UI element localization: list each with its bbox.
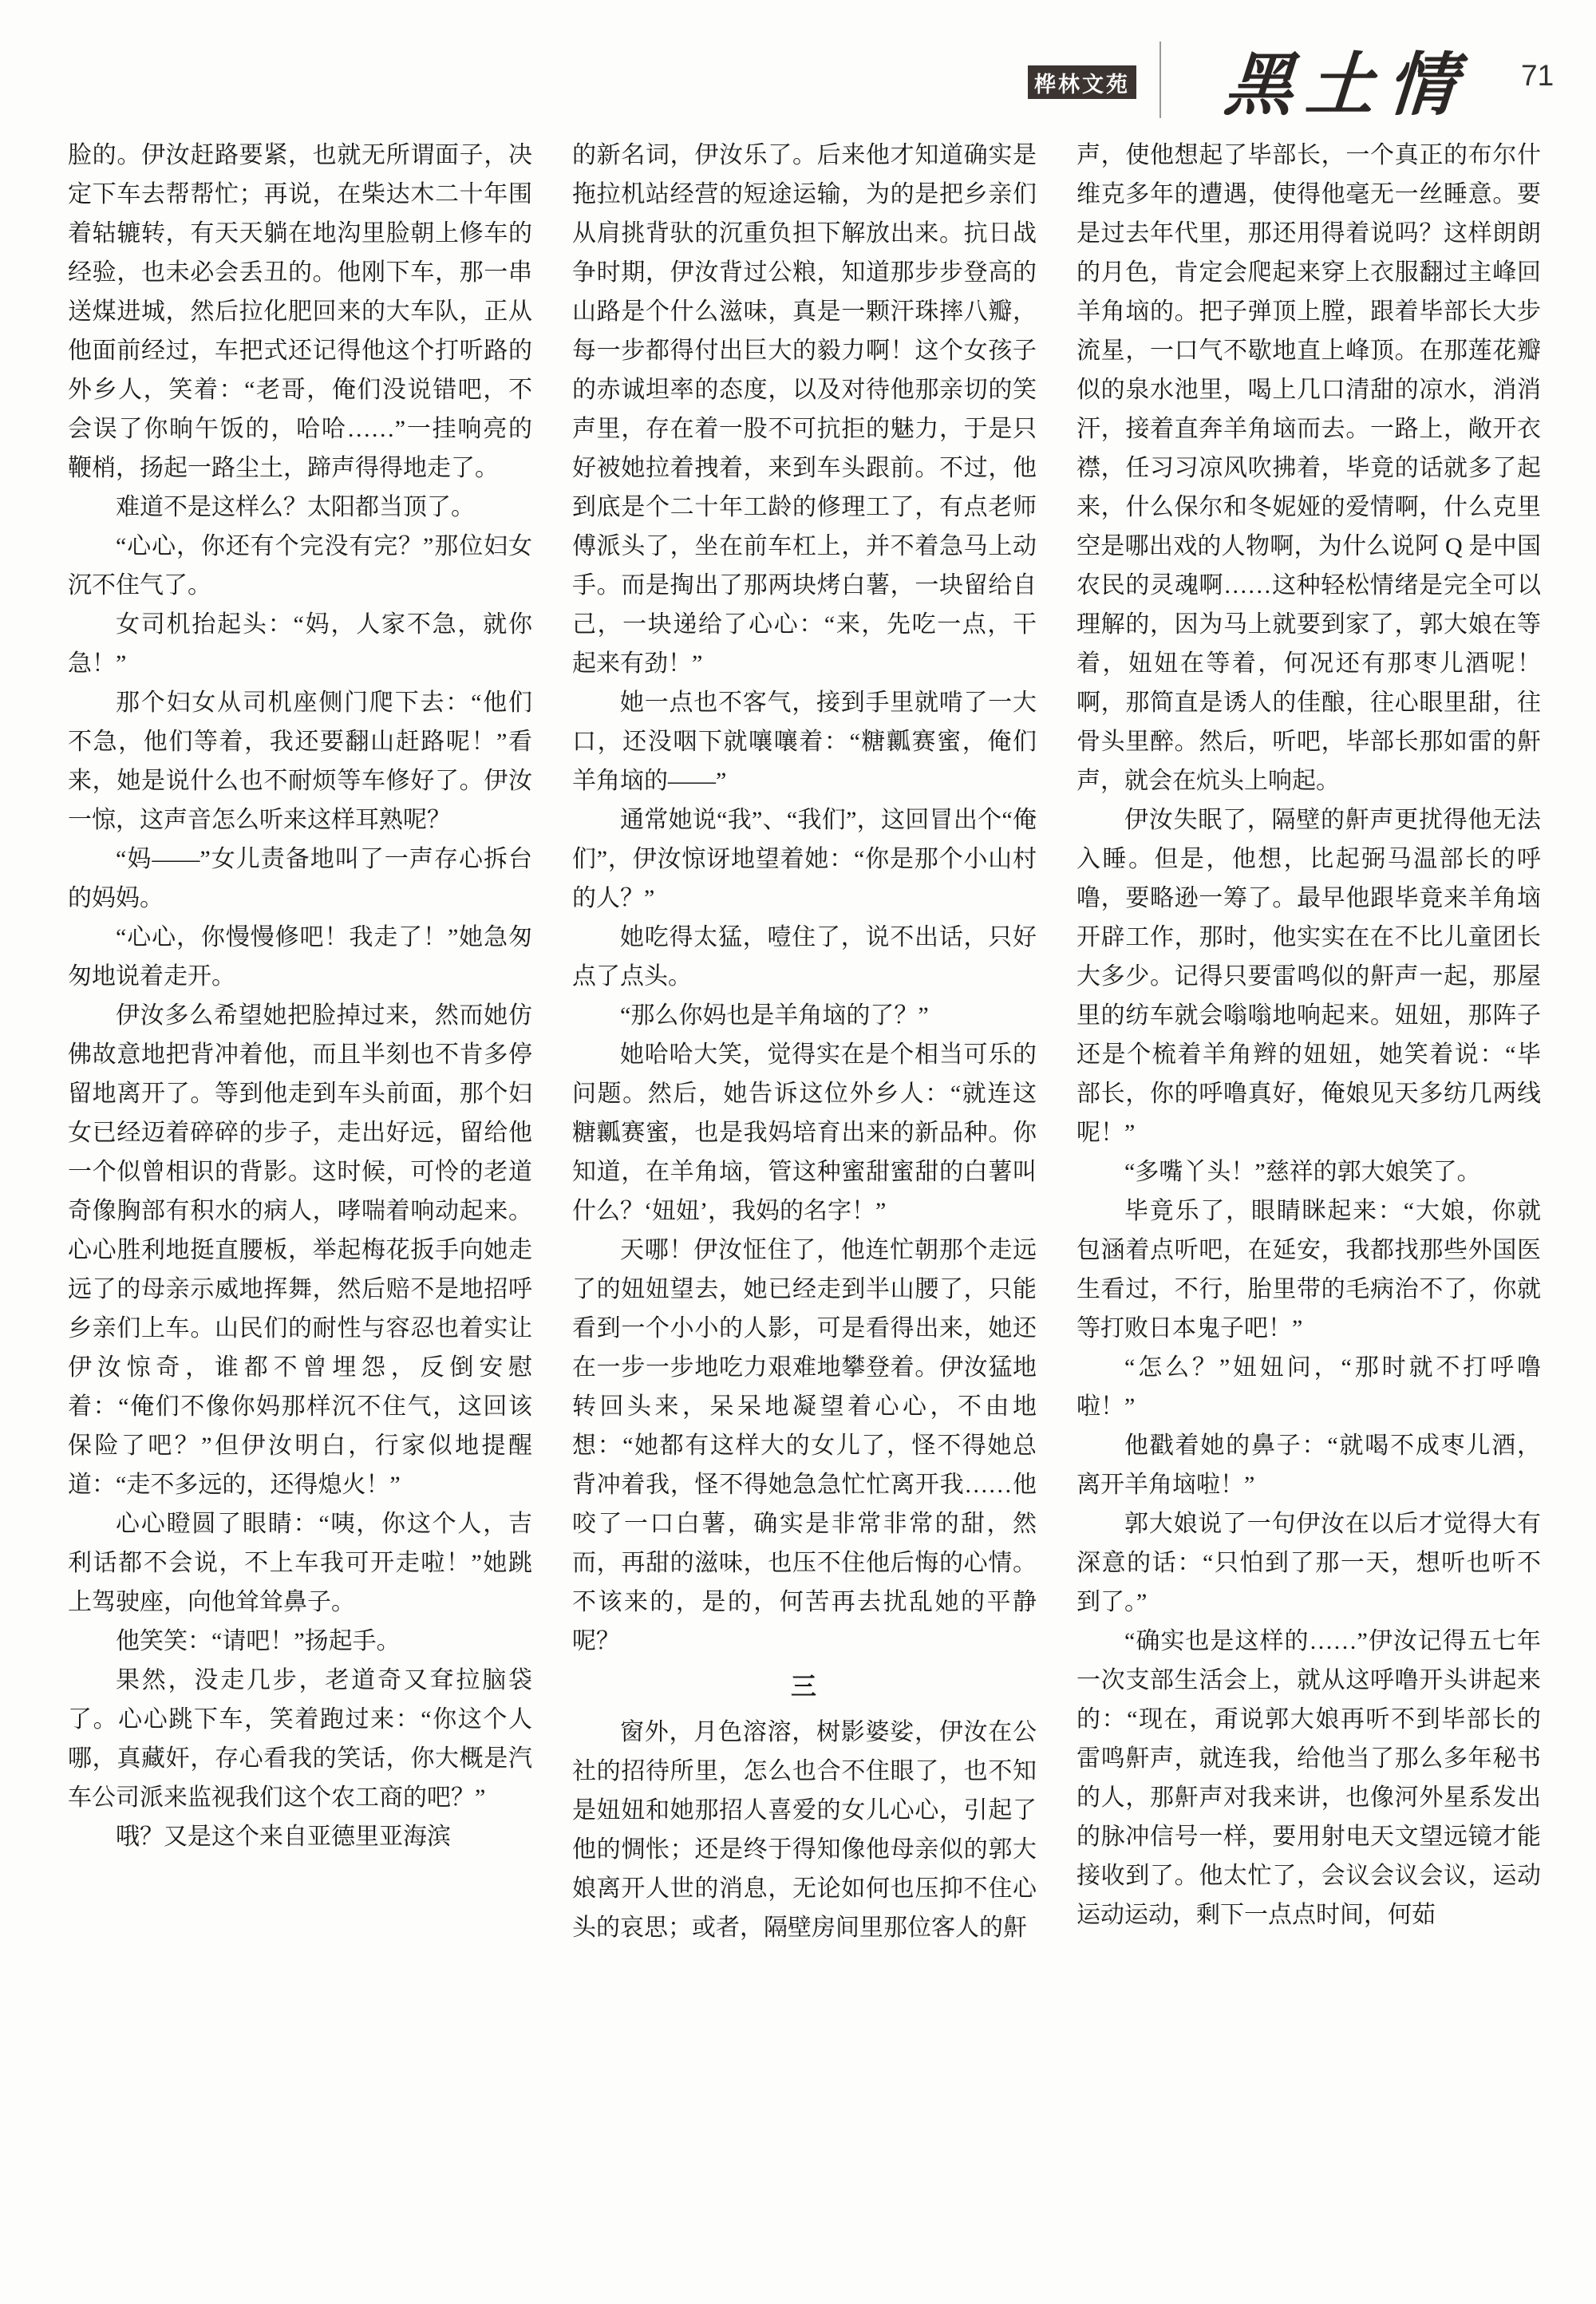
section-badge-label: 桦林文苑: [1034, 72, 1130, 97]
page-number: 71: [1521, 59, 1555, 92]
paragraph: 她哈哈大笑，觉得实在是个相当可乐的问题。然后，她告诉这位外乡人：“就连这糖瓤赛蜜，也是我妈培育出来的新品种。你知道，在羊角垴，管这种蜜甜蜜甜的白薯叫什么？‘妞妞’，我妈的名字！”: [572, 1041, 1037, 1224]
paragraph: 难道不是这样么？太阳都当顶了。: [116, 494, 475, 520]
paragraph: “妈——”女儿责备地叫了一声存心拆台的妈妈。: [68, 846, 532, 911]
paragraph: “心心，你还有个完没有完？”那位妇女沉不住气了。: [68, 533, 532, 599]
paragraph: “多嘴丫头！”慈祥的郭大娘笑了。: [1124, 1159, 1481, 1185]
text-column-3: [1077, 136, 1541, 1934]
paragraph: 天哪！伊汝怔住了，他连忙朝那个走远了的妞妞望去，她已经走到半山腰了，只能看到一个小小的人影，可是看得出来，她还在一步一步地吃力艰难地攀登着。伊汝猛地转回头来，呆呆地凝望着心心，不由地想：“她都有这样大的女儿了，怪不得她总背冲着我，怪不得她急急忙忙离开我……他咬了一口白薯，确实是非常非常的甜，然而，再甜的滋味，也压不住他后悔的心情。不该来的，是的，何苦再去扰乱她的平静呢？: [572, 1237, 1037, 1654]
text-column-2: [572, 136, 1037, 1947]
section-heading: 三: [790, 1672, 818, 1701]
paragraph: “心心，你慢慢修吧！我走了！”她急匆匆地说着走开。: [68, 924, 532, 990]
paragraph: 伊汝失眠了，隔壁的鼾声更扰得他无法入睡。但是，他想，比起弼马温部长的呼噜，要略逊一筹了。最早他跟毕竟来羊角垴开辟工作，那时，他实实在在不比儿童团长大多少。记得只要雷鸣似的鼾声一起，那屋里的纺车就会嗡嗡地响起来。妞妞，那阵子还是个梳着羊角辫的妞妞，她笑着说：“毕部长，你的呼噜真好，俺娘见天多纺几两线呢！”: [1077, 807, 1541, 1146]
paragraph: 女司机抬起头：“妈，人家不急，就你急！”: [68, 611, 532, 677]
text-column-1: [68, 136, 532, 1856]
paragraph: 窗外，月色溶溶，树影婆娑，伊汝在公社的招待所里，怎么也合不住眼了，也不知是妞妞和她那招人喜爱的女儿心心，引起了他的惆怅；还是终于得知像他母亲似的郭大娘离开人世的消息，无论如何也压抑不住心头的哀思；或者，隔壁房间里那位客人的鼾: [572, 1719, 1037, 1941]
header-divider: [1159, 41, 1161, 118]
paragraph: 他戳着她的鼻子：“就喝不成枣儿酒，离开羊角垴啦！”: [1077, 1433, 1541, 1498]
section-badge: [1028, 65, 1136, 99]
paragraph: 通常她说“我”、“我们”，这回冒出个“俺们”，伊汝惊讶地望着她：“你是那个小山村的人？”: [572, 807, 1037, 911]
paragraph: 声，使他想起了毕部长，一个真正的布尔什维克多年的遭遇，使得他毫无一丝睡意。要是过去年代里，那还用得着说吗？这样朗朗的月色，肯定会爬起来穿上衣服翻过主峰回羊角垴的。把子弹顶上膛，跟着毕部长大步流星，一口气不歇地直上峰顶。在那莲花瓣似的泉水池里，喝上几口清甜的凉水，消消汗，接着直奔羊角垴而去。一路上，敞开衣襟，任习习凉风吹拂着，毕竟的话就多了起来，什么保尔和冬妮娅的爱情啊，什么克里空是哪出戏的人物啊，为什么说阿 Q 是中国农民的灵魂啊……这种轻松情绪是完全可以理解的，因为马上就要到家了，郭大娘在等着，妞妞在等着，何况还有那枣儿酒呢！啊，那简直是诱人的佳酿，往心眼里甜，往骨头里醉。然后，听吧，毕部长那如雷的鼾声，就会在炕头上响起。: [1077, 142, 1541, 794]
paragraph: 她吃得太猛，噎住了，说不出话，只好点了点头。: [572, 924, 1037, 990]
paragraph: 果然，没走几步，老道奇又耷拉脑袋了。心心跳下车，笑着跑过来：“你这个人哪，真藏奸，存心看我的笑话，你大概是汽车公司派来监视我们这个农工商的吧？”: [68, 1667, 532, 1811]
paragraph: “怎么？”妞妞问，“那时就不打呼噜啦！”: [1077, 1354, 1541, 1420]
paragraph: 哦？又是这个来自亚德里亚海滨: [116, 1824, 451, 1850]
paragraph: 毕竟乐了，眼睛眯起来：“大娘，你就包涵着点听吧，在延安，我都找那些外国医生看过，不行，胎里带的毛病治不了，你就等打败日本鬼子吧！”: [1077, 1198, 1541, 1342]
paragraph: “确实也是这样的……”伊汝记得五七年一次支部生活会上，就从这呼噜开头讲起来的：“现在，甭说郭大娘再听不到毕部长的雷鸣鼾声，就连我，给他当了那么多年秘书的人，那鼾声对我来讲，也像河外星系发出的脉冲信号一样，要用射电天文望远镜才能接收到了。他太忙了，会议会议会议，运动运动运动，剩下一点点时间，何茹: [1077, 1628, 1541, 1928]
paragraph: 郭大娘说了一句伊汝在以后才觉得大有深意的话：“只怕到了那一天，想听也听不到了。”: [1077, 1511, 1541, 1615]
paragraph: “那么你妈也是羊角垴的了？”: [620, 1002, 929, 1029]
masthead-calligraphy: [1192, 35, 1502, 123]
paragraph: 的新名词，伊汝乐了。后来他才知道确实是拖拉机站经营的短途运输，为的是把乡亲们从肩挑背驮的沉重负担下解放出来。抗日战争时期，伊汝背过公粮，知道那步步登高的山路是个什么滋味，真是一颗汗珠摔八瓣，每一步都得付出巨大的毅力啊！这个女孩子的赤诚坦率的态度，以及对待他那亲切的笑声里，存在着一股不可抗拒的魅力，于是只好被她拉着拽着，来到车头跟前。不过，他到底是个二十年工龄的修理工了，有点老师傅派头了，坐在前车杠上，并不着急马上动手。而是掏出了那两块烤白薯，一块留给自己，一块递给了心心：“来，先吃一点，干起来有劲！”: [572, 142, 1037, 677]
paragraph: 心心瞪圆了眼睛：“咦，你这个人，吉利话都不会说，不上车我可开走啦！”她跳上驾驶座，向他耸耸鼻子。: [68, 1511, 532, 1615]
masthead-title: 黑土情: [1222, 47, 1472, 124]
paragraph: 他笑笑：“请吧！”扬起手。: [116, 1628, 401, 1654]
paragraph: 伊汝多么希望她把脸掉过来，然而她仿佛故意地把背冲着他，而且半刻也不肯多停留地离开了。等到他走到车头前面，那个妇女已经迈着碎碎的步子，走出好远，留给他一个似曾相识的背影。这时候，可怜的老道奇像胸部有积水的病人，哮喘着响动起来。心心胜利地挺直腰板，举起梅花扳手向她走远了的母亲示威地挥舞，然后赔不是地招呼乡亲们上车。山民们的耐性与容忍也着实让伊汝惊奇，谁都不曾埋怨，反倒安慰着：“俺们不像你妈那样沉不住气，这回该保险了吧？”但伊汝明白，行家似地提醒道：“走不多远的，还得熄火！”: [68, 1002, 532, 1498]
paragraph: 那个妇女从司机座侧门爬下去：“他们不急，他们等着，我还要翻山赶路呢！”看来，她是说什么也不耐烦等车修好了。伊汝一惊，这声音怎么听来这样耳熟呢？: [68, 690, 532, 833]
paragraph: 她一点也不客气，接到手里就啃了一大口，还没咽下就嚷嚷着：“糖瓤赛蜜，俺们羊角垴的——”: [572, 690, 1037, 794]
paragraph: 脸的。伊汝赶路要紧，也就无所谓面子，决定下车去帮帮忙；再说，在柴达木二十年围着轱辘转，有天天躺在地沟里脸朝上修车的经验，也未必会丢丑的。他刚下车，那一串送煤进城，然后拉化肥回来的大车队，正从他面前经过，车把式还记得他这个打听路的外乡人，笑着：“老哥，俺们没说错吧，不会误了你晌午饭的，哈哈……”一挂响亮的鞭梢，扬起一路尘土，蹄声得得地走了。: [68, 142, 532, 481]
